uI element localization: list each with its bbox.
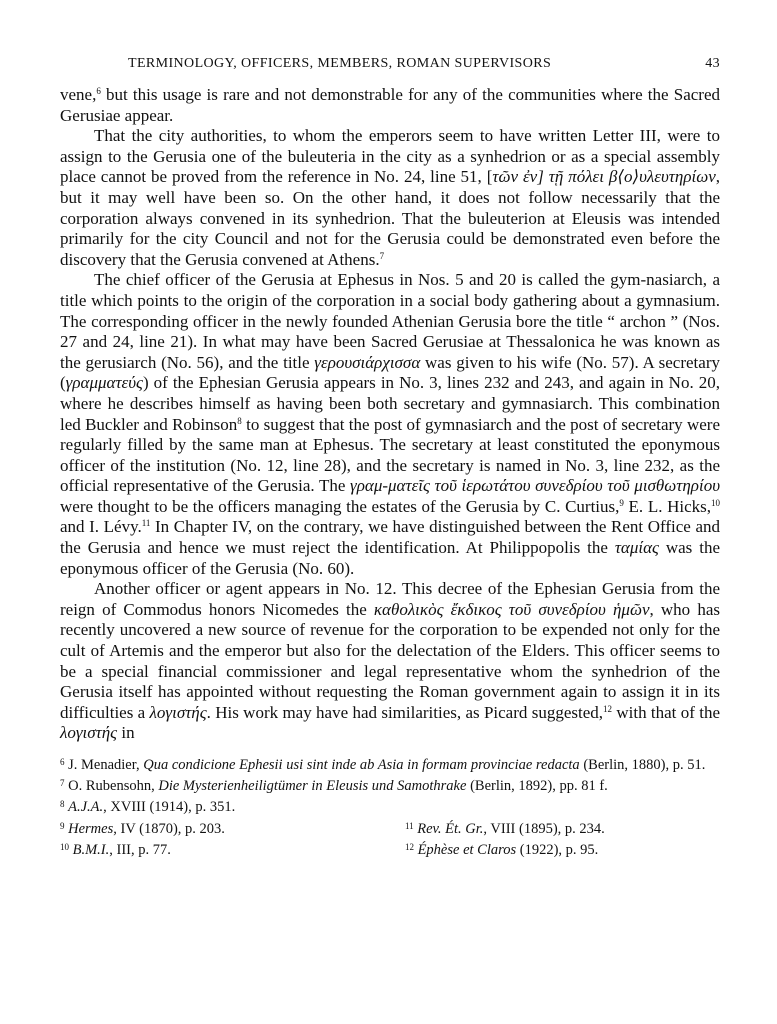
greek-phrase: ταμίας xyxy=(614,538,659,558)
running-head xyxy=(60,56,720,80)
greek-phrase: γραμματεύς xyxy=(65,373,143,393)
footnote-10: $^{10}$ B.M.I., III, p. 77. xyxy=(60,841,171,858)
greek-phrase: γερουσιάρχισσα xyxy=(314,352,421,372)
footnote-row xyxy=(60,817,720,838)
footnote-8: $^8$ A.J.A., XVIII (1914), p. 351. xyxy=(60,799,236,816)
footnote-ref-8: 8 xyxy=(237,415,242,426)
footnote-12: $^{12}$ Éphèse et Claros (1922), p. 95. xyxy=(404,841,599,858)
footnote-ref-11: 11 xyxy=(141,518,151,529)
footnote-9: $^9$ Hermes, IV (1870), p. 203. xyxy=(60,820,225,837)
greek-phrase: καθολικὸς ἔκδικος τοῦ συνεδρίου ἡμῶν xyxy=(373,599,650,619)
paragraph-3: The chief officer of the Gerusia at Ephesus in Nos. 5 and 20 is called the gym-nasiarch, a title which points to the origin of the corporation in a social body gathering about a gymnasium. The corresponding officer in the newly founded Athenian Gerusia bore the title “ archon ” (Nos. 27 and 24, line 21). In what may have been Sacred Gerusiae at Thessalonica he was known as the gerusiarch (No. 56), and the title γερουσιάρχισσα was given to his wife (No. 57). A secretary (γραμματεύς) of the Ephesian Gerusia appears in No. 3, lines 232 and 243, and again in No. 20, where he describes himself as having been both secretary and gymnasiarch. This combination led Buckler and Robinson$^8$ to suggest that the post of gymnasiarch and the post of secretary were regularly filled by the same man at Ephesus. The secretary at least constituted the eponymous officer of the institution (No. 12, line 28), and the secretary is named in No. 3, line 232, as the official representative of the Gerusia. The γραμ-ματεῖς τοῦ ἱερωτάτου συνεδρίου τοῦ μισθωτηρίου were thought to be the officers managing the estates of the Gerusia by C. Curtius,$^9$ E. L. Hicks,$^{10}$ and I. Lévy.$^{11}$ In Chapter IV, on the contrary, we have distinguished between the Rent Office and the Gerusia and hence we must reject the identification. At Philippopolis the ταμίας was the eponymous officer of the Gerusia (No. 60). xyxy=(60,270,721,578)
running-title: TERMINOLOGY, OFFICERS, MEMBERS, ROMAN SUPERVISORS xyxy=(128,56,552,71)
greek-phrase: λογιστής xyxy=(149,702,207,722)
paragraph-2: That the city authorities, to whom the emperors seem to have written Letter III, were to assign to the Gerusia one of the buleuteria in the city as a synhedrion or as a special assembly place cannot be proved from the reference in No. 24, line 51, [τῶν ἐν] τῇ πόλει β⟨ο⟩υλευτηρίων, but it may well have been so. On the other hand, it does not follow necessarily that the corporation always convened in its synhedrion. That the buleuterion at Eleusis was intended primarily for the city Council and not for the Gerusia could be demonstrated even before the discovery that the Gerusia convened at Athens.$^7$ xyxy=(60,126,720,269)
footnote-row xyxy=(60,795,720,816)
body-text xyxy=(60,85,720,744)
footnote-ref-10: 10 xyxy=(711,497,721,508)
paragraph-4: Another officer or agent appears in No. 12. This decree of the Ephesian Gerusia from the reign of Commodus honors Nicomedes the καθολικὸς ἔκδικος τοῦ συνεδρίου ἡμῶν, who has recently uncovered a new source of revenue for the corporation to be expended not only for the cult of Artemis and the emperor but also for the delectation of the Elders. This officer seems to be a special financial commissioner and legal representative whom the synhedrion of the Gerusia itself has appointed without requesting the Roman government again to assign it in its difficulties a λογιστής. His work may have had similarities, as Picard suggested,$^{12}$ with that of the λογιστής in xyxy=(60,579,720,743)
page-number: 43 xyxy=(705,56,720,71)
footnote-ref-7: 7 xyxy=(379,250,385,261)
paragraph-1: vene,$^6$ but this usage is rare and not demonstrable for any of the communities where the Sacred Gerusiae appear. xyxy=(60,85,720,125)
greek-phrase: τῶν ἐν] τῇ πόλει β⟨ο⟩υλευτηρίων xyxy=(492,167,716,187)
footnote-ref-6: 6 xyxy=(96,86,101,96)
footnote-11: $^{11}$ Rev. Ét. Gr., VIII (1895), p. 234. xyxy=(404,820,605,837)
greek-phrase: γραμ-ματεῖς τοῦ ἱερωτάτου συνεδρίου τοῦ μισθωτηρίου xyxy=(350,476,720,496)
book-page xyxy=(60,56,720,859)
footnote-ref-12: 12 xyxy=(603,703,613,714)
footnotes xyxy=(60,753,720,859)
footnote-ref-9: 9 xyxy=(619,497,624,508)
footnote-7: $^7$ O. Rubensohn, Die Mysterienheiligtümer in Eleusis und Samothrake (Berlin, 1892), pp. 81 f. xyxy=(60,778,608,795)
greek-phrase: λογιστής xyxy=(60,723,118,743)
footnote-6: $^6$ J. Menadier, Qua condicione Ephesii usi sint inde ab Asia in formam provinciae redacta (Berlin, 1880), p. 51. xyxy=(60,757,706,773)
footnote-row xyxy=(60,838,720,859)
